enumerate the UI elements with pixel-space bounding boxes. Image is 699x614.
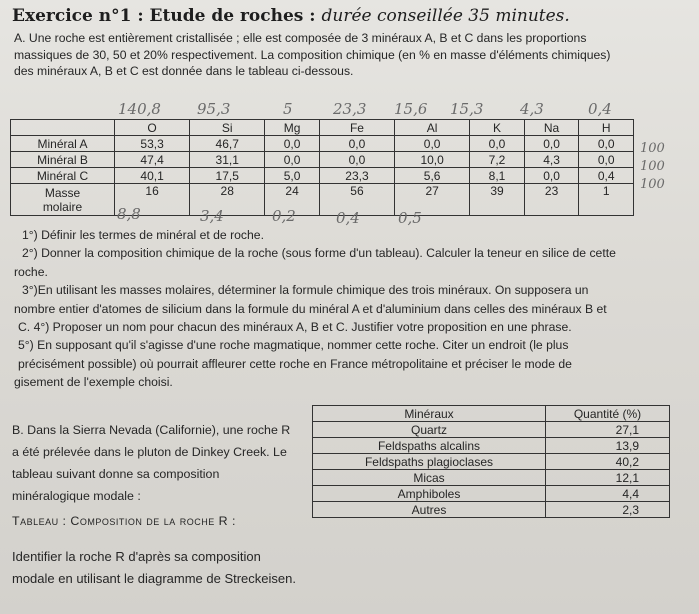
handwritten-note: 0,2 — [272, 207, 296, 225]
question-line: roche. — [14, 264, 48, 279]
row-label: Minéral A — [11, 136, 115, 152]
table-cell: 0,0 — [319, 136, 394, 152]
intro-line: des minéraux A, B et C est donnée dans le tableau ci-dessous. — [14, 64, 354, 78]
table-cell: 8,1 — [470, 168, 525, 184]
question-line: nombre entier d'atomes de silicium dans la formule du minéral A et d'aluminium dans celles des minéraux B et — [14, 301, 607, 316]
intro-line: massiques de 30, 50 et 20% respectivement. La composition chimique (en % en masse d'éléments chimiques) — [14, 47, 611, 62]
mineral-name: Autres — [313, 502, 546, 518]
handwritten-note: 5 — [283, 100, 293, 118]
handwritten-note: 0,4 — [336, 209, 360, 227]
intro-line: a été prélevée dans le pluton de Dinkey Creek. Le — [12, 445, 287, 459]
mineral-quantity: 13,9 — [546, 438, 670, 454]
question-line: Identifier la roche R d'après sa composition — [12, 549, 261, 564]
part-a-intro — [14, 30, 694, 80]
table-row — [11, 168, 634, 184]
table-row — [11, 152, 634, 168]
mineral-name: Micas — [313, 470, 546, 486]
question-line: 1°) Définir les termes de minéral et de roche. — [22, 228, 264, 242]
table-cell: 16 — [115, 184, 190, 216]
table-row — [313, 470, 670, 486]
mineral-quantity: 4,4 — [546, 486, 670, 502]
table-cell — [11, 120, 115, 136]
row-label: Minéral B — [11, 152, 115, 168]
handwritten-note: 15,3 — [450, 100, 484, 118]
table-header: Si — [190, 120, 265, 136]
question-line: modale en utilisant le diagramme de Streckeisen. — [12, 571, 296, 586]
mineral-quantity: 2,3 — [546, 502, 670, 518]
table-header: Mg — [265, 120, 320, 136]
table-cell: 23 — [524, 184, 579, 216]
table-row — [313, 454, 670, 470]
table-cell: 0,0 — [524, 136, 579, 152]
table-cell: 53,3 — [115, 136, 190, 152]
part-a-questions — [14, 226, 696, 392]
handwritten-note: 23,3 — [333, 100, 367, 118]
table-row — [313, 438, 670, 454]
mineral-quantity: 12,1 — [546, 470, 670, 486]
table-cell: 0,0 — [470, 136, 525, 152]
handwritten-note: 95,3 — [197, 100, 231, 118]
handwritten-note: 0,4 — [588, 100, 612, 118]
handwritten-note: 0,5 — [398, 209, 422, 227]
mineral-quantity: 40,2 — [546, 454, 670, 470]
row-label: Minéral C — [11, 168, 115, 184]
table-cell: 0,0 — [395, 136, 470, 152]
table-cell: 5,0 — [265, 168, 320, 184]
table-cell: 10,0 — [395, 152, 470, 168]
table-cell: 0,0 — [579, 136, 634, 152]
table-header-row — [11, 120, 634, 136]
table-cell: 0,0 — [524, 168, 579, 184]
mineral-name: Feldspaths alcalins — [313, 438, 546, 454]
intro-line: A. Une roche est entièrement cristallisée ; elle est composée de 3 minéraux A, B et C dans les proportions — [14, 31, 587, 45]
table-row — [313, 502, 670, 518]
table-cell: 17,5 — [190, 168, 265, 184]
mineral-name: Amphiboles — [313, 486, 546, 502]
question-line: précisément possible) où pourrait affleurer cette roche en France métropolitaine et préciser le mode de — [18, 356, 572, 371]
title-main: Exercice n°1 : Etude de roches : — [12, 6, 322, 26]
table-cell: 23,3 — [319, 168, 394, 184]
intro-line: minéralogique modale : — [12, 489, 141, 503]
table-cell: 24 — [265, 184, 320, 216]
table-cell: 0,4 — [579, 168, 634, 184]
handwritten-note: 4,3 — [520, 100, 544, 118]
mass-label-line: molaire — [42, 199, 83, 214]
question-line: gisement de l'exemple choisi. — [14, 375, 173, 390]
table-row — [11, 136, 634, 152]
handwritten-note: 140,8 — [118, 100, 161, 118]
row-label — [11, 184, 115, 216]
table-header: K — [470, 120, 525, 136]
mass-label-line: Masse — [44, 185, 81, 200]
modal-composition-table — [312, 405, 670, 518]
table-cell: 7,2 — [470, 152, 525, 168]
question-line: 5°) En supposant qu'il s'agisse d'une roche magmatique, nommer cette roche. Citer un endroit (le plus — [18, 338, 569, 353]
table-row — [313, 422, 670, 438]
question-line: C. 4°) Proposer un nom pour chacun des minéraux A, B et C. Justifier votre proposition en une phrase. — [18, 320, 572, 335]
mineral-quantity: 27,1 — [546, 422, 670, 438]
table-row — [313, 486, 670, 502]
table-cell: 39 — [470, 184, 525, 216]
table-cell: 47,4 — [115, 152, 190, 168]
handwritten-note: 15,6 — [394, 100, 428, 118]
table-header: Minéraux — [313, 406, 546, 422]
mineral-name: Quartz — [313, 422, 546, 438]
table-header-row — [313, 406, 670, 422]
table-cell: 56 — [319, 184, 394, 216]
table-header: Al — [395, 120, 470, 136]
handwritten-note: 3,4 — [200, 207, 224, 225]
table-cell: 31,1 — [190, 152, 265, 168]
part-b-intro — [12, 419, 312, 507]
handwritten-note: 100 — [640, 159, 665, 174]
part-b-question — [12, 546, 432, 590]
table-cell: 46,7 — [190, 136, 265, 152]
table-cell: 40,1 — [115, 168, 190, 184]
table-cell: 4,3 — [524, 152, 579, 168]
intro-line: tableau suivant donne sa composition — [12, 467, 220, 481]
question-line: 3°)En utilisant les masses molaires, déterminer la formule chimique des trois minéraux. On supposera un — [22, 283, 589, 298]
table-header: Na — [524, 120, 579, 136]
molar-mass-row — [11, 184, 634, 216]
question-line: 2°) Donner la composition chimique de la roche (sous forme d'un tableau). Calculer la teneur en silice de cette — [22, 246, 616, 261]
exercise-title — [12, 6, 570, 26]
mineral-name: Feldspaths plagioclases — [313, 454, 546, 470]
table-cell: 1 — [579, 184, 634, 216]
table-header: O — [115, 120, 190, 136]
title-duration: durée conseillée 35 minutes. — [321, 6, 570, 26]
table-header: Quantité (%) — [546, 406, 670, 422]
table-cell: 0,0 — [265, 152, 320, 168]
table-cell: 28 — [190, 184, 265, 216]
table-cell: 0,0 — [579, 152, 634, 168]
table-header: Fe — [319, 120, 394, 136]
chemical-composition-table — [10, 119, 634, 216]
handwritten-note: 100 — [640, 141, 665, 156]
table-cell: 5,6 — [395, 168, 470, 184]
intro-line: B. Dans la Sierra Nevada (Californie), une roche R — [12, 423, 291, 437]
handwritten-note: 100 — [640, 177, 665, 192]
table-cell: 0,0 — [319, 152, 394, 168]
handwritten-note: 8,8 — [117, 205, 141, 223]
table-header: H — [579, 120, 634, 136]
table-cell: 0,0 — [265, 136, 320, 152]
table-cell: 27 — [395, 184, 470, 216]
table-caption: Tableau : Composition de la roche R : — [12, 514, 236, 528]
